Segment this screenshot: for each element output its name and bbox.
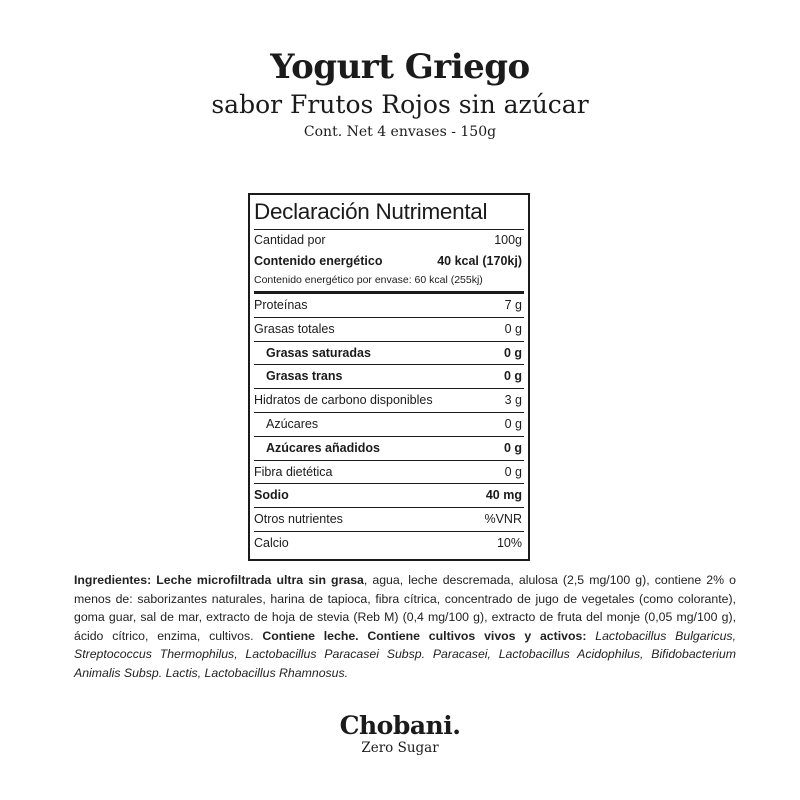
nutrient-row-azucares-anadidos [254,437,524,461]
nutrient-row-sodio [254,484,524,508]
product-subtitle: sabor Frutos Rojos sin azúcar [211,90,589,119]
ingredients-list: , agua, leche descremada, alulosa (2,5 mg/100 g), contiene 2% o menos de: saborizantes naturales, harina de tapioca, fibra cítrica, concentrado de jugo de vegetales (como colorante), goma guar, sal de mar, extracto de hoja de stevia (Reb M) (0,4 mg/100 g), extracto de fruta del monje (0,05 mg/100 g), ácido cítrico, enzima, cultivos. [74,573,736,643]
nutrient-row-grasas-saturadas [254,342,524,366]
nutrition-panel-title: Declaración Nutrimental [254,195,524,230]
net-content: Cont. Net 4 envases - 150g [303,124,497,140]
serving-label: Cantidad por [254,233,326,247]
nutrient-value: 0 g [504,321,522,336]
cultures-list: Lactobacillus Bulgaricus, Streptococcus Thermophilus, Lactobacillus Paracasei Subsp. Paracasei, Lactobacillus Acidophilus, Bifidobacterium Animalis Subsp. Lactis, Lactobacillus Rhamnosus. [74,628,736,680]
energy-row [254,251,524,272]
nutrient-rows [254,294,524,555]
serving-value: 100g [494,233,522,247]
nutrient-value: 0 g [503,369,522,384]
nutrient-label: Azúcares [266,416,319,431]
nutrient-row-grasas-trans [254,365,524,389]
ingredients-text [74,571,736,683]
nutrient-value: 10% [496,535,522,550]
nutrient-value: 40 mg [485,488,522,503]
nutrient-row-hidratos [254,389,524,413]
nutrient-row-otros [254,508,524,532]
product-title: Yogurt Griego [270,47,530,87]
nutrient-label: Grasas trans [266,369,343,384]
nutrition-facts-panel [248,193,530,561]
nutrient-value: 0 g [503,345,522,360]
energy-per-pack: Contenido energético por envase: 60 kcal (255kj) [254,274,483,286]
nutrient-value: 7 g [504,298,522,312]
nutrient-label: Fibra dietética [254,464,333,479]
nutrient-value: %VNR [484,512,522,527]
nutrient-row-fibra [254,461,524,485]
allergen-statement: Contiene leche. Contiene cultivos vivos y activos: [262,628,587,643]
nutrient-label: Proteínas [254,298,308,312]
nutrient-row-azucares [254,413,524,437]
energy-label: Contenido energético [254,254,383,268]
nutrient-row-grasas-totales [254,318,524,342]
nutrient-label: Otros nutrientes [254,512,343,527]
serving-row [254,230,524,251]
nutrient-value: 0 g [504,416,522,431]
brand-tagline: Zero Sugar [361,740,439,756]
product-header [0,44,800,142]
energy-value: 40 kcal (170kj) [437,254,522,268]
nutrient-value: 0 g [503,440,522,455]
nutrient-label: Sodio [254,488,289,503]
nutrient-label: Calcio [254,535,289,550]
nutrient-label: Hidratos de carbono disponibles [254,393,433,408]
nutrient-label: Grasas totales [254,321,335,336]
nutrient-label: Grasas saturadas [266,345,371,360]
ingredients-heading: Ingredientes: Leche microfiltrada ultra sin grasa [74,573,364,587]
nutrient-label: Azúcares añadidos [266,440,380,455]
nutrient-value: 0 g [504,464,522,479]
brand-name: Chobani. [339,711,461,740]
energy-per-pack-row [254,272,524,294]
nutrient-value: 3 g [504,393,522,408]
brand-logo [0,712,800,756]
nutrient-row-proteinas [254,294,524,318]
nutrient-row-calcio [254,532,524,555]
